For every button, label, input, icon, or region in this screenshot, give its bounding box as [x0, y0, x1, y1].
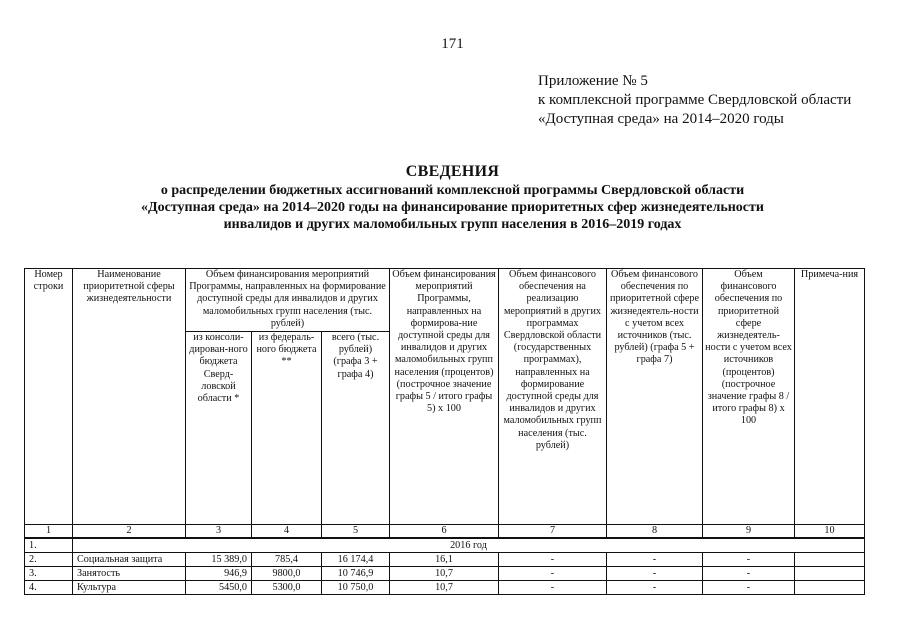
page-number: 171: [441, 36, 464, 52]
percent-all-sources-value: -: [703, 567, 795, 581]
regional-budget-value: 5450,0: [186, 581, 252, 595]
column-number: 9: [703, 525, 795, 539]
table-row: [25, 581, 865, 595]
total-all-sources-value: -: [607, 581, 703, 595]
appendix-note: [538, 72, 851, 129]
sphere-name: Социальная защита: [73, 553, 186, 567]
title-line-1: о распределении бюджетных ассигнований комплексной программы Свердловской области: [160, 183, 745, 198]
financing-percent-value: 10,7: [390, 567, 499, 581]
header-program-financing: Объем финансирования мероприятий Программы, направленных на формирование доступной среды для инвалидов и других маломобильных групп населения (тыс. рублей): [186, 269, 390, 332]
total-value: 16 174,4: [322, 553, 390, 567]
header-regional-budget: из консоли-дирован-ного бюджета Сверд-ловской области *: [186, 332, 252, 525]
header-notes: Примеча-ния: [795, 269, 865, 525]
regional-budget-value: 15 389,0: [186, 553, 252, 567]
appendix-line-1: Приложение № 5: [538, 73, 648, 89]
header-total: всего (тыс. рублей) (графа 3 + графа 4): [322, 332, 390, 525]
header-sphere-name: Наименование приоритетной сферы жизнедеятельности: [73, 269, 186, 525]
section-label: 2016 год: [73, 538, 865, 553]
table-row: [25, 567, 865, 581]
appendix-line-2: к комплексной программе Свердловской области: [538, 92, 852, 108]
column-number: 8: [607, 525, 703, 539]
table-row: [25, 553, 865, 567]
column-number: 6: [390, 525, 499, 539]
percent-all-sources-value: -: [703, 553, 795, 567]
section-row-2016: [25, 538, 865, 553]
budget-table: [24, 268, 865, 595]
federal-budget-value: 9800,0: [252, 567, 322, 581]
title-line-2: «Доступная среда» на 2014–2020 годы на финансирование приоритетных сфер жизнедеятельности: [141, 200, 764, 215]
column-number: 3: [186, 525, 252, 539]
notes-value: [795, 581, 865, 595]
appendix-line-3: «Доступная среда» на 2014–2020 годы: [538, 111, 784, 127]
federal-budget-value: 785,4: [252, 553, 322, 567]
column-number: 7: [499, 525, 607, 539]
percent-all-sources-value: -: [703, 581, 795, 595]
row-number: 2.: [25, 553, 73, 567]
row-number: 1.: [25, 538, 73, 553]
sphere-name: Культура: [73, 581, 186, 595]
title-line-3: инвалидов и других маломобильных групп населения в 2016–2019 годах: [223, 217, 682, 232]
notes-value: [795, 553, 865, 567]
column-number: 5: [322, 525, 390, 539]
total-value: 10 746,9: [322, 567, 390, 581]
column-number: 10: [795, 525, 865, 539]
other-programs-value: -: [499, 567, 607, 581]
column-number: 4: [252, 525, 322, 539]
notes-value: [795, 567, 865, 581]
total-all-sources-value: -: [607, 567, 703, 581]
financing-percent-value: 10,7: [390, 581, 499, 595]
header-total-all-sources: Объем финансового обеспечения по приоритетной сфере жизнедеятель-ности с учетом всех источников (тыс. рублей) (графа 5 + графа 7): [607, 269, 703, 525]
header-row-number: Номер строки: [25, 269, 73, 525]
header-percent-all-sources: Объем финансового обеспечения по приоритетной сфере жизнедеятель-ности с учетом всех источников (процентов) (построчное значение графы 8 / итого графы 8) x 100: [703, 269, 795, 525]
other-programs-value: -: [499, 581, 607, 595]
sphere-name: Занятость: [73, 567, 186, 581]
header-federal-budget: из федераль-ного бюджета **: [252, 332, 322, 525]
total-value: 10 750,0: [322, 581, 390, 595]
title-main: СВЕДЕНИЯ: [405, 163, 500, 180]
total-all-sources-value: -: [607, 553, 703, 567]
column-number: 2: [73, 525, 186, 539]
row-number: 3.: [25, 567, 73, 581]
document-title: [0, 162, 905, 233]
regional-budget-value: 946,9: [186, 567, 252, 581]
header-financing-percent: Объем финансирования мероприятий Программы, направленных на формирова-ние доступной среды для инвалидов и других маломобильных групп населения (процентов) (построчное значение графы 5 / итого графы 5) x 100: [390, 269, 499, 525]
federal-budget-value: 5300,0: [252, 581, 322, 595]
column-number-row: [25, 525, 865, 539]
header-other-programs: Объем финансового обеспечения на реализацию мероприятий в других программах Свердловской области (государственных программах), направленных на формирование доступной среды для инвалидов и других маломобильных групп населения (тыс. рублей): [499, 269, 607, 525]
row-number: 4.: [25, 581, 73, 595]
financing-percent-value: 16,1: [390, 553, 499, 567]
column-number: 1: [25, 525, 73, 539]
other-programs-value: -: [499, 553, 607, 567]
